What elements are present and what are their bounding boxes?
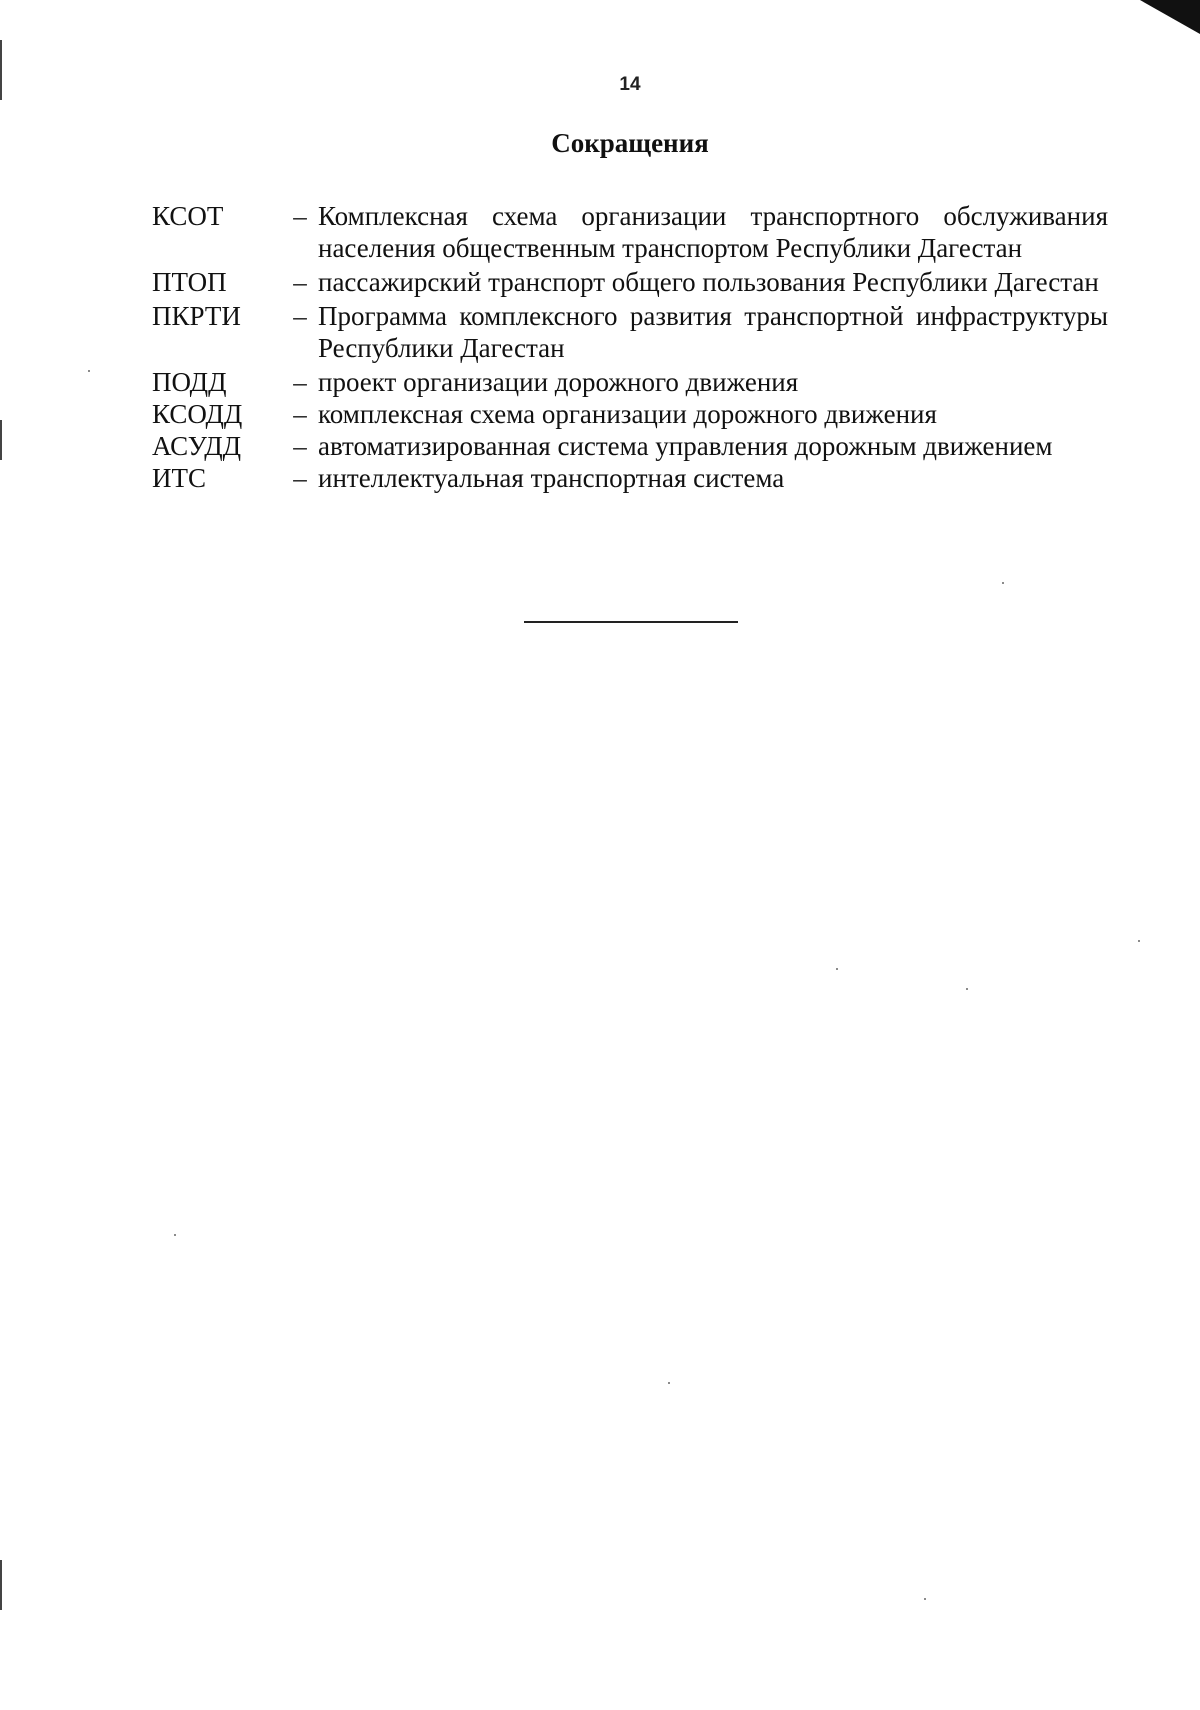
abbreviation-term: АСУДД bbox=[152, 431, 242, 461]
abbreviation-definition: проект организации дорожного движения bbox=[318, 367, 799, 397]
abbreviation-term: ПОДД bbox=[152, 367, 227, 397]
abbreviation-row bbox=[152, 300, 1108, 364]
abbreviation-definition: интеллектуальная транспортная система bbox=[318, 463, 785, 493]
abbreviation-dash: – bbox=[293, 367, 307, 397]
abbreviation-definition: пассажирский транспорт общего пользования Республики Дагестан bbox=[318, 267, 1099, 297]
scan-speck bbox=[88, 370, 90, 372]
abbreviation-row bbox=[152, 462, 1108, 494]
scan-edge-mark bbox=[0, 420, 2, 460]
abbreviation-definition: Комплексная схема организации транспортного обслуживания населения общественным транспортом Республики Дагестан bbox=[318, 201, 1108, 263]
scan-speck bbox=[924, 1598, 926, 1600]
abbreviation-row bbox=[152, 398, 1108, 430]
abbreviation-row bbox=[152, 366, 1108, 398]
abbreviation-dash: – bbox=[293, 431, 307, 461]
abbreviation-row bbox=[152, 266, 1108, 298]
abbreviation-dash: – bbox=[293, 399, 307, 429]
page-corner-fold bbox=[1140, 0, 1200, 34]
scan-speck bbox=[1138, 940, 1140, 942]
scan-speck bbox=[1002, 582, 1004, 584]
page-number: 14 bbox=[619, 74, 641, 95]
abbreviation-dash: – bbox=[293, 463, 307, 493]
scan-speck bbox=[966, 988, 968, 990]
abbreviation-definition: автоматизированная система управления дорожным движением bbox=[318, 431, 1053, 461]
abbreviation-dash: – bbox=[293, 301, 307, 331]
abbreviation-dash: – bbox=[293, 267, 307, 297]
section-heading: Сокращения bbox=[551, 128, 709, 158]
abbreviation-term: КСОТ bbox=[152, 201, 224, 231]
abbreviation-term: ПТОП bbox=[152, 267, 227, 297]
abbreviation-term: ПКРТИ bbox=[152, 301, 241, 331]
scan-speck bbox=[668, 1382, 670, 1384]
abbreviation-definition: Программа комплексного развития транспортной инфраструктуры Республики Дагестан bbox=[318, 301, 1108, 363]
end-of-section-rule bbox=[524, 621, 738, 623]
abbreviation-list bbox=[152, 200, 1108, 494]
abbreviation-dash: – bbox=[293, 201, 307, 231]
scan-speck bbox=[174, 1234, 176, 1236]
abbreviation-term: КСОДД bbox=[152, 399, 243, 429]
abbreviation-row bbox=[152, 200, 1108, 264]
scan-speck bbox=[836, 968, 838, 970]
abbreviation-definition: комплексная схема организации дорожного движения bbox=[318, 399, 937, 429]
scan-edge-mark bbox=[0, 1560, 2, 1610]
abbreviation-term: ИТС bbox=[152, 463, 206, 493]
abbreviation-row bbox=[152, 430, 1108, 462]
